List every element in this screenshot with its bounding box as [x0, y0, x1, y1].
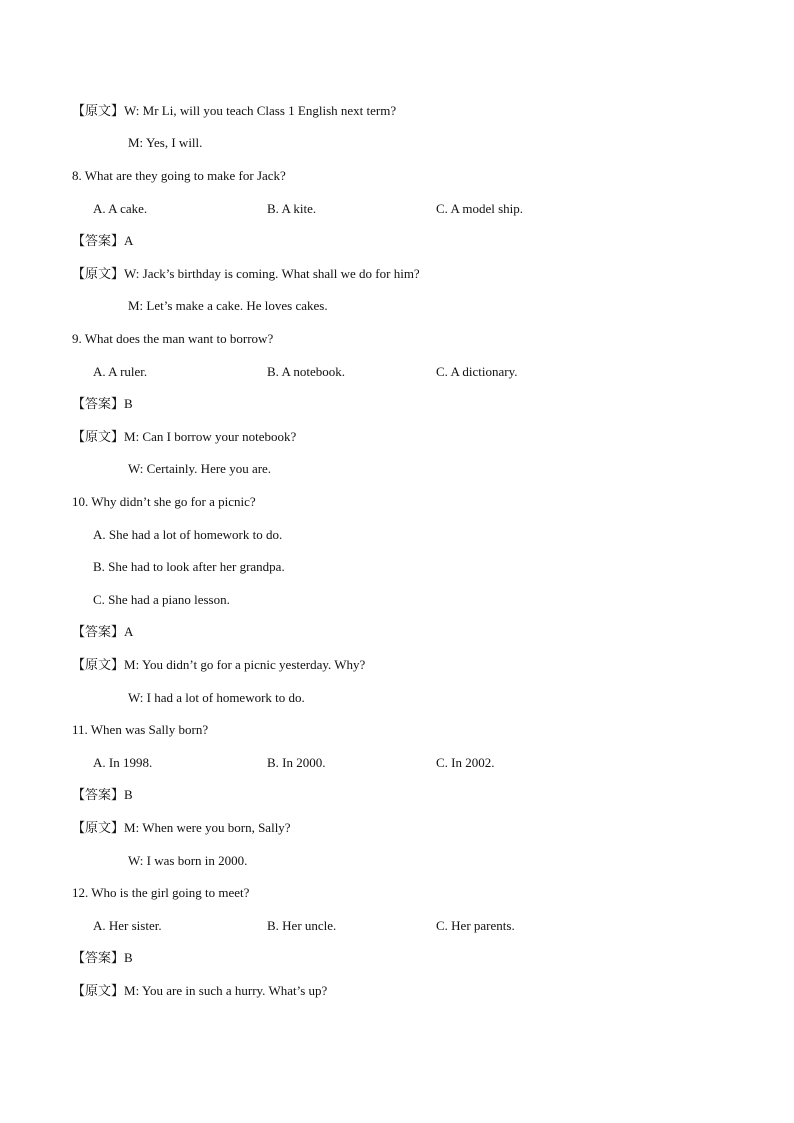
option-c: C. Her parents. [436, 918, 515, 933]
answer-tag: 【答案】 [72, 788, 125, 803]
transcript-text: M: Let’s make a cake. He loves cakes. [128, 298, 328, 313]
answer-line [72, 950, 133, 967]
option-c: C. She had a piano lesson. [93, 592, 230, 607]
option-c: C. A dictionary. [436, 364, 518, 379]
transcript-tag: 【原文】 [72, 104, 125, 119]
answer-tag: 【答案】 [72, 625, 125, 640]
answer-tag: 【答案】 [72, 234, 125, 249]
answer-value: B [124, 950, 133, 965]
transcript-line [72, 103, 396, 120]
transcript-line [72, 429, 296, 446]
transcript-line [72, 983, 327, 1000]
option-a: A. Her sister. [93, 918, 162, 933]
transcript-text: W: I was born in 2000. [128, 853, 248, 868]
option-b: B. She had to look after her grandpa. [93, 559, 285, 574]
option-c: C. In 2002. [436, 755, 495, 770]
transcript-line [128, 461, 271, 477]
option-c: C. A model ship. [436, 201, 524, 216]
transcript-line [128, 135, 202, 151]
transcript-line [72, 820, 291, 837]
answer-tag: 【答案】 [72, 397, 125, 412]
option-a: A. In 1998. [93, 755, 153, 770]
transcript-text: M: Can I borrow your notebook? [124, 429, 297, 444]
answer-value: A [124, 233, 134, 248]
transcript-tag: 【原文】 [72, 821, 125, 836]
transcript-tag: 【原文】 [72, 658, 125, 673]
transcript-text: M: When were you born, Sally? [124, 820, 291, 835]
transcript-text: W: Jack’s birthday is coming. What shall we do for him? [124, 266, 420, 281]
transcript-text: W: I had a lot of homework to do. [128, 690, 305, 705]
answer-value: B [124, 787, 133, 802]
option-b: B. A notebook. [267, 364, 346, 379]
transcript-tag: 【原文】 [72, 984, 125, 999]
answer-value: A [124, 624, 134, 639]
transcript-line [72, 657, 365, 674]
answer-tag: 【答案】 [72, 951, 125, 966]
transcript-tag: 【原文】 [72, 267, 125, 282]
question-11: 11. When was Sally born? [72, 722, 209, 737]
transcript-text: M: You didn’t go for a picnic yesterday. Why? [124, 657, 366, 672]
transcript-line [72, 266, 420, 283]
question-12: 12. Who is the girl going to meet? [72, 885, 250, 900]
question-9: 9. What does the man want to borrow? [72, 331, 274, 346]
option-a: A. A ruler. [93, 364, 148, 379]
transcript-tag: 【原文】 [72, 430, 125, 445]
transcript-line [128, 690, 305, 706]
option-b: B. Her uncle. [267, 918, 337, 933]
answer-line [72, 624, 133, 641]
transcript-line [128, 298, 328, 314]
answer-line [72, 396, 133, 413]
transcript-text: M: Yes, I will. [128, 135, 203, 150]
option-b: B. A kite. [267, 201, 317, 216]
option-b: B. In 2000. [267, 755, 326, 770]
answer-value: B [124, 396, 133, 411]
transcript-text: W: Mr Li, will you teach Class 1 English next term? [124, 103, 397, 118]
answer-line [72, 787, 133, 804]
answer-line [72, 233, 133, 250]
transcript-text: W: Certainly. Here you are. [128, 461, 272, 476]
option-a: A. She had a lot of homework to do. [93, 527, 283, 542]
question-8: 8. What are they going to make for Jack? [72, 168, 286, 183]
option-a: A. A cake. [93, 201, 148, 216]
question-10: 10. Why didn’t she go for a picnic? [72, 494, 256, 509]
transcript-text: M: You are in such a hurry. What’s up? [124, 983, 328, 998]
transcript-line [128, 853, 247, 869]
